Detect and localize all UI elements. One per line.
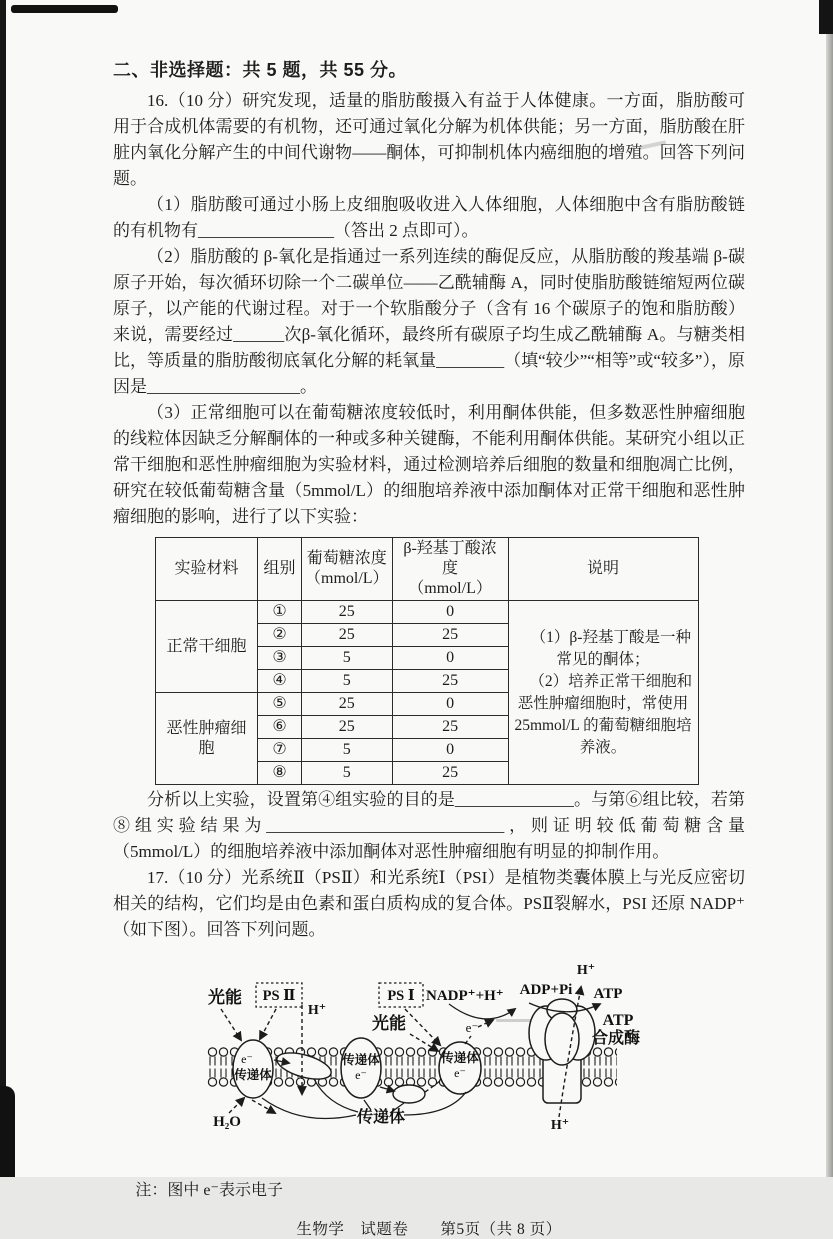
- cell-bhb: 25: [392, 670, 508, 693]
- q16-part1: （1）脂肪酸可通过小肠上皮细胞吸收进入人体细胞，人体细胞中含有脂肪酸链的有机物有________________（答出 2 点即可）。: [113, 195, 745, 240]
- header-bhb: β-羟基丁酸浓度 （mmol/L）: [392, 538, 508, 601]
- q17-intro: 17.（10 分）光系统Ⅱ（PSⅡ）和光系统Ⅰ（PSI）是植物类囊体膜上与光反应密切相关的结构，它们均是由色素和蛋白质构成的复合体。PSⅡ裂解水，PSI 还原 NADP⁺（如下图）。回答下列问题。: [113, 868, 745, 939]
- proton-bottom-label: H⁺: [550, 1118, 570, 1133]
- electron-right-label: e⁻: [454, 1066, 466, 1080]
- cell-bhb: 0: [392, 647, 508, 670]
- light-energy-left-label: 光能: [208, 988, 242, 1007]
- q16-intro: 16.（10 分）研究发现，适量的脂肪酸摄入有益于人体健康。一方面，脂肪酸可用于合成机体需要的有机物，还可通过氧化分解为机体供能；另一方面，脂肪酸在肝脏内氧化分解产生的中间代谢物——酮体，可抑制机体内癌细胞的增殖。回答下列问题。: [113, 91, 745, 188]
- table-note-cell: （1）β-羟基丁酸是一种常见的酮体； （2）培养正常干细胞和恶性肿瘤细胞时，常使用 25mmol/L 的葡萄糖细胞培养液。: [508, 601, 698, 785]
- cell-group: ②: [258, 624, 302, 647]
- proton-top-label: H⁺: [576, 963, 596, 978]
- electron-dash-1: [465, 1036, 471, 1044]
- cell-glucose: 5: [302, 647, 393, 670]
- cell-group: ⑧: [258, 762, 302, 785]
- light-arrow-left-2: [260, 1009, 276, 1039]
- diagram-svg: [177, 947, 737, 1177]
- header-glucose: 葡萄糖浓度 （mmol/L）: [302, 538, 393, 601]
- q16-part2: （2）脂肪酸的 β-氧化是指通过一系列连续的酶促反应，从脂肪酸的羧基端 β-碳原子开始，每次循环切除一个二碳单位——乙酰辅酶 A，同时使脂肪酸链缩短两位碳原子，以产能的代谢过程。对于一个软脂酸分子（含有 16 个碳原子的饱和脂肪酸）来说，需要经过______次β-氧化循环，最终所有碳原子均生成乙酰辅酶 A。与糖类相比，等质量的脂肪酸彻底氧化分解的耗氧量________（填“较少”“相等”或“较多”），原因是__________________。: [113, 247, 745, 396]
- water-arrow: [229, 1098, 244, 1113]
- cell-glucose: 25: [302, 601, 393, 624]
- section-header: 二、非选择题：共 5 题，共 55 分。: [113, 60, 408, 80]
- psii-down-arrow: [252, 1100, 275, 1113]
- atp-synthase-head-center: [545, 1013, 579, 1065]
- q16-analysis: 分析以上实验，设置第④组实验的目的是______________。与第⑥组比较，若第⑧组实验结果为____________________________，则证明较低葡萄糖含量（5mmol/L）的细胞培养液中添加酮体对恶性肿瘤细胞有明显的抑制作用。: [113, 790, 745, 861]
- psii-label: PS Ⅱ: [262, 988, 296, 1004]
- cell-glucose: 25: [302, 693, 393, 716]
- atp-synthase-label-line1: ATP: [602, 1012, 634, 1029]
- psi-label: PS Ⅰ: [387, 988, 415, 1004]
- cell-group: ④: [258, 670, 302, 693]
- scan-smudge-top: [11, 5, 118, 13]
- electron-out-arrow: [478, 1020, 493, 1027]
- cell-glucose: 5: [302, 762, 393, 785]
- page-content: [113, 56, 745, 1239]
- material-normal-stem-cells: 正常干细胞: [156, 601, 258, 693]
- cell-glucose: 5: [302, 670, 393, 693]
- cell-group: ⑤: [258, 693, 302, 716]
- header-material: 实验材料: [156, 538, 258, 601]
- electron-left-label: e⁻: [241, 1052, 253, 1066]
- cell-glucose: 5: [302, 739, 393, 762]
- carrier-right-label: 传递体: [441, 1051, 479, 1065]
- scan-corner-bottom-left: [0, 1086, 15, 1177]
- table-header-row: [156, 538, 699, 601]
- cell-bhb: 25: [392, 624, 508, 647]
- cell-bhb: 25: [392, 762, 508, 785]
- atp-synthase-label-line2: 合成酶: [591, 1030, 641, 1047]
- header-group: 组别: [258, 538, 302, 601]
- psi-arrow: [405, 1009, 440, 1045]
- page-footer: 生物学 试题卷 第5页（共 8 页）: [296, 1221, 562, 1238]
- diagram-note: 注：图中 e⁻表示电子: [135, 1182, 283, 1199]
- cell-glucose: 25: [302, 716, 393, 739]
- electron-upper-label: e⁻: [465, 1020, 479, 1035]
- proton-left-label: H⁺: [307, 1003, 327, 1018]
- material-malignant-tumor-cells: 恶性肿瘤细胞: [156, 693, 258, 785]
- light-energy-mid-label: 光能: [372, 1014, 406, 1033]
- adp-pi-label: ADP+Pi: [519, 982, 573, 998]
- carrier-mid-label: 传递体: [342, 1053, 380, 1067]
- atp-product-label: ATP: [593, 986, 623, 1002]
- nadp-label: NADP⁺+H⁺: [426, 988, 504, 1004]
- experiment-table: [155, 537, 699, 785]
- scan-edge-left: [0, 0, 6, 1177]
- carrier-pointer-2: [262, 1098, 356, 1119]
- cell-group: ⑦: [258, 739, 302, 762]
- cell-bhb: 0: [392, 739, 508, 762]
- cell-group: ⑥: [258, 716, 302, 739]
- cell-glucose: 25: [302, 624, 393, 647]
- scan-corner-top-right: [819, 0, 833, 34]
- cell-bhb: 25: [392, 716, 508, 739]
- cell-bhb: 0: [392, 601, 508, 624]
- electron-mid-label: e⁻: [355, 1068, 367, 1082]
- scan-edge-right: [826, 0, 833, 1177]
- header-note: 说明: [508, 538, 698, 601]
- table-row: [156, 601, 699, 624]
- thylakoid-membrane-diagram: [177, 947, 737, 1177]
- carrier-left-label: 传递体: [234, 1068, 272, 1082]
- carrier-small-oval: [393, 1085, 425, 1103]
- nadp-reduction-arrow: [449, 1004, 515, 1019]
- electron-arrow-to-small-oval: [380, 1087, 394, 1091]
- cell-group: ③: [258, 647, 302, 670]
- water-label: H₂O: [213, 1114, 241, 1130]
- q16-part3: （3）正常细胞可以在葡萄糖浓度较低时，利用酮体供能，但多数恶性肿瘤细胞的线粒体因缺乏分解酮体的一种或多种关键酶，不能利用酮体供能。某研究小组以正常干细胞和恶性肿瘤细胞为实验材料，通过检测培养后细胞的数量和细胞凋亡比例，研究在较低葡萄糖含量（5mmol/L）的细胞培养液中添加酮体对正常干细胞和恶性肿瘤细胞的影响，进行了以下实验：: [113, 403, 745, 526]
- carrier-bottom-label: 传递体: [356, 1109, 406, 1126]
- cell-bhb: 0: [392, 693, 508, 716]
- light-arrow-left-1: [221, 1009, 241, 1040]
- cell-group: ①: [258, 601, 302, 624]
